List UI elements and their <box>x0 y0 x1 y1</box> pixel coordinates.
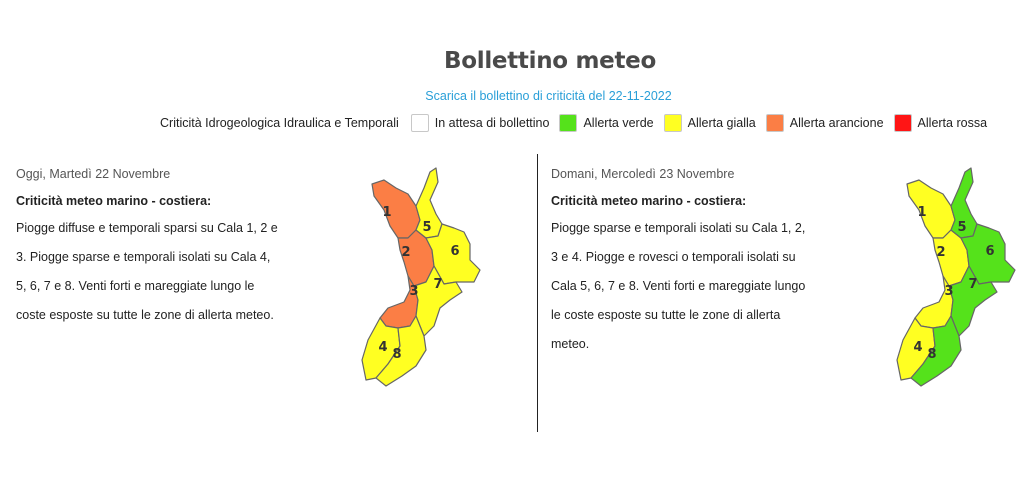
zone-label-6: 6 <box>450 244 460 259</box>
zone-label-3: 3 <box>944 284 954 299</box>
tomorrow-forecast <box>551 164 813 359</box>
legend-item-label: Allerta verde <box>583 116 654 130</box>
legend-swatch-orange <box>766 114 784 132</box>
zone-label-7: 7 <box>968 277 978 292</box>
zone-label-6: 6 <box>985 244 995 259</box>
tomorrow-text: Piogge sparse e temporali isolati su Cala 1, 2, 3 e 4. Piogge e rovesci o temporali isolati su Cala 5, 6, 7 e 8. Venti forti e mareggiate lungo le coste esposte su tutte le zone di allerta meteo. <box>551 221 806 351</box>
legend-item-yellow <box>664 114 756 132</box>
legend-swatch-red <box>894 114 912 132</box>
zone-label-8: 8 <box>392 347 402 362</box>
zone-label-4: 4 <box>378 340 388 355</box>
legend-label: Criticità Idrogeologica Idraulica e Temporali <box>160 116 399 130</box>
legend-item-red <box>894 114 987 132</box>
legend-swatch-green <box>559 114 577 132</box>
today-heading: Criticità meteo marino - costiera: <box>16 194 212 208</box>
legend-swatch-yellow <box>664 114 682 132</box>
tomorrow-alert-map <box>893 166 1023 391</box>
legend-item-pending <box>411 114 550 132</box>
alert-zone-1 <box>907 180 955 238</box>
legend-item-orange <box>766 114 884 132</box>
zone-label-1: 1 <box>917 205 927 220</box>
today-date: Oggi, Martedì 22 Novembre <box>16 167 171 181</box>
zone-label-2: 2 <box>401 245 411 260</box>
today-forecast <box>16 164 278 330</box>
page-title: Bollettino meteo <box>444 48 656 74</box>
legend-item-label: In attesa di bollettino <box>434 116 550 130</box>
legend-item-label: Allerta gialla <box>687 116 756 130</box>
zone-label-1: 1 <box>382 205 392 220</box>
zone-label-8: 8 <box>927 347 937 362</box>
tomorrow-date: Domani, Mercoledì 23 Novembre <box>551 167 735 181</box>
zone-label-5: 5 <box>422 220 432 235</box>
zone-label-4: 4 <box>913 340 923 355</box>
legend-item-label: Allerta arancione <box>789 116 884 130</box>
legend-item-green <box>559 114 653 132</box>
alert-legend <box>160 111 997 135</box>
zone-label-2: 2 <box>936 245 946 260</box>
column-divider <box>537 154 538 432</box>
alert-zone-1 <box>372 180 420 238</box>
today-alert-map <box>358 166 488 391</box>
zone-label-7: 7 <box>433 277 443 292</box>
zone-label-3: 3 <box>409 284 419 299</box>
today-text: Piogge diffuse e temporali sparsi su Cala 1, 2 e 3. Piogge sparse e temporali isolati su Cala 4, 5, 6, 7 e 8. Venti forti e mareggiate lungo le coste esposte su tutte le zone di allerta meteo. <box>16 221 278 322</box>
zone-label-5: 5 <box>957 220 967 235</box>
download-bulletin-link[interactable]: Scarica il bollettino di criticità del 22-11-2022 <box>425 89 672 103</box>
legend-swatch-pending <box>411 114 429 132</box>
tomorrow-heading: Criticità meteo marino - costiera: <box>551 194 747 208</box>
legend-item-label: Allerta rossa <box>917 116 988 130</box>
